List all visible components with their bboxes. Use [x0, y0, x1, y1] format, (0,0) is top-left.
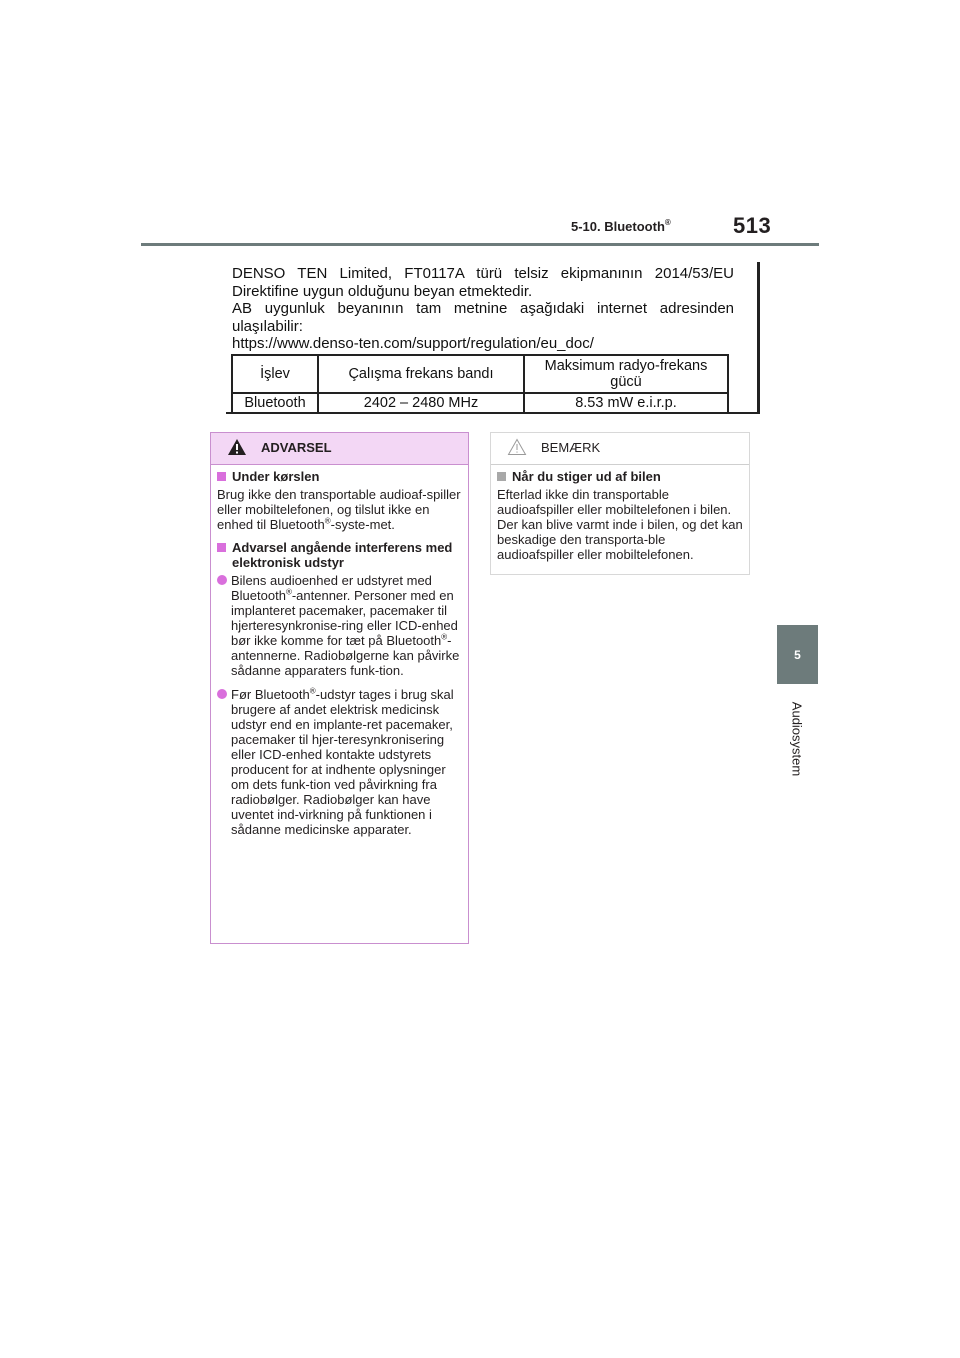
declaration-line-1: DENSO TEN Limited, FT0117A türü telsiz ekipmanının 2014/53/EU — [232, 265, 734, 282]
warning-box — [210, 432, 469, 944]
warning-label: ADVARSEL — [261, 440, 332, 455]
notice-box — [490, 432, 750, 575]
declaration-line-3: AB uygunluk beyanının tam metnine aşağıdaki internet adresinden — [232, 300, 734, 317]
warning-section-heading: Under kørslen — [217, 469, 462, 484]
square-bullet-icon — [217, 543, 226, 552]
table-cell: 2402 – 2480 MHz — [318, 393, 524, 413]
round-bullet-icon — [217, 689, 227, 699]
table-header: İşlev — [232, 355, 318, 393]
square-bullet-icon — [497, 472, 506, 481]
notice-section-heading: Når du stiger ud af bilen — [497, 469, 743, 484]
notice-header — [491, 433, 749, 465]
warning-paragraph: Brug ikke den transportable audioaf-spiller eller mobiltelefonen, og tilslut ikke en enhed til Bluetooth®-syste-met. — [217, 487, 461, 532]
declaration-line-2: Direktifine uygun olduğunu beyan etmektedir. — [232, 282, 533, 300]
chapter-tab: 5 — [777, 625, 818, 684]
warning-triangle-icon — [227, 438, 247, 456]
warning-section-heading: Advarsel angående interferens med elektronisk udstyr — [217, 540, 462, 570]
declaration-block — [226, 262, 760, 414]
table-header: Maksimum radyo-frekans gücü — [524, 355, 728, 393]
frequency-table — [231, 354, 729, 414]
declaration-line-4: ulaşılabilir: — [232, 317, 303, 335]
round-bullet-icon — [217, 575, 227, 585]
page-number: 513 — [733, 213, 772, 238]
warning-header — [211, 433, 468, 465]
table-header: Çalışma frekans bandı — [318, 355, 524, 393]
notice-paragraph: Efterlad ikke din transportable audioafspiller eller mobiltelefonen i bilen. Der kan blive varmt inde i bilen, og det kan beskadige den transporta-ble audioafspiller eller mobiltelefonen. — [497, 487, 743, 562]
square-bullet-icon — [217, 472, 226, 481]
declaration-text — [232, 265, 734, 353]
warning-body — [211, 465, 468, 837]
notice-label: BEMÆRK — [541, 440, 601, 455]
table-header-row — [232, 355, 728, 393]
table-cell: 8.53 mW e.i.r.p. — [524, 393, 728, 413]
caution-outline-triangle-icon — [507, 438, 527, 456]
list-item: Før Bluetooth®-udstyr tages i brug skal brugere af andet elektrisk medicinsk udstyr end en implante-ret pacemaker, pacemaker til hjer-teresynkronisering eller ICD-enhed kontakte udstyrets producent for at indhente oplysninger om dets funk-tion ved påvirkning fra radiobølger. Radiobølger kan have uventet ind-virkning på funktionen i sådanne medicinske apparater. — [217, 687, 462, 837]
chapter-side-label: Audiosystem — [789, 701, 805, 777]
list-item: Bilens audioenhed er udstyret med Bluetooth®-antenner. Personer med en implanteret pacemaker, pacemaker til hjerteresynkronise-ring eller ICD-enhed bør ikke komme for tæt på Bluetooth®-antennerne. Radiobølgerne kan påvirke sådanne apparaters funk-tion. — [217, 573, 462, 678]
header-rule — [141, 243, 819, 246]
declaration-url: https://www.denso-ten.com/support/regulation/eu_doc/ — [232, 335, 594, 352]
notice-body — [491, 465, 749, 562]
table-row — [232, 393, 728, 413]
section-title: 5-10. Bluetooth® — [571, 217, 671, 234]
table-cell: Bluetooth — [232, 393, 318, 413]
